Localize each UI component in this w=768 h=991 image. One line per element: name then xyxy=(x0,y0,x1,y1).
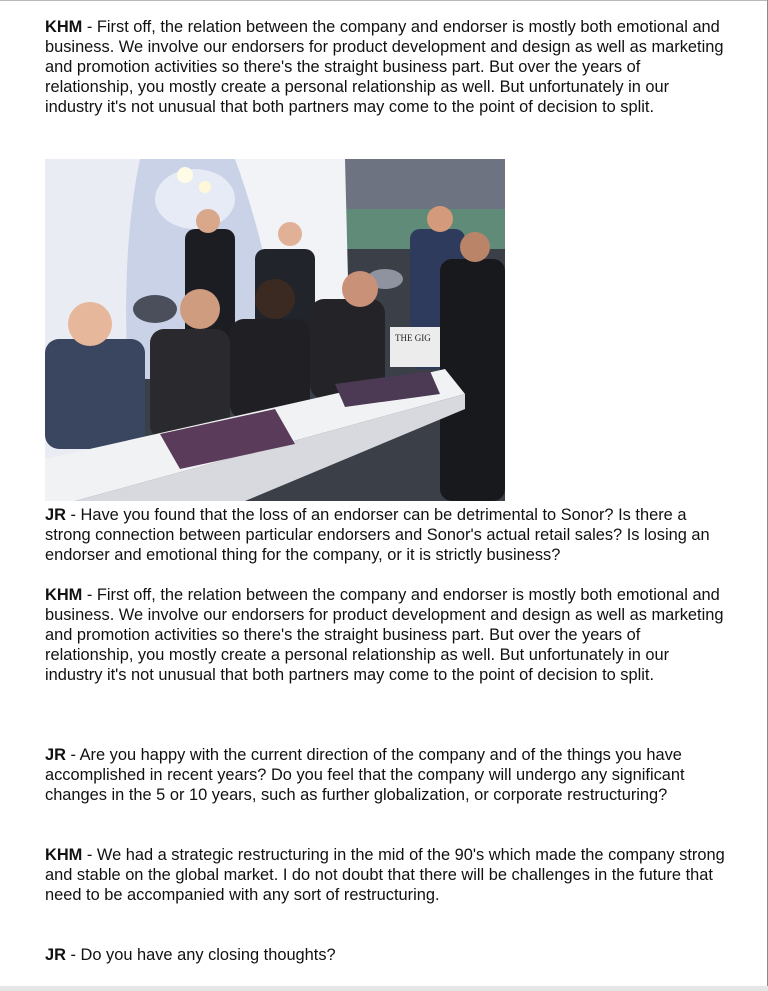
speaker-label: KHM xyxy=(45,846,83,864)
paragraph-text: - First off, the relation between the company and endorser is mostly both emotional and business. We involve our endorsers for product development and design as well as marketing and promotion activities so there's the straight business part. But over the years of relationship, you mostly create a personal relationship as well. But unfortunately in our industry it's not unusual that both partners may come to the point of decision to split. xyxy=(45,586,724,684)
paragraph-text: - Have you found that the loss of an endorser can be detrimental to Sonor? Is there a strong connection between particular endorsers and Sonor's actual retail sales? Is losing an endorser and emotional thing for the company, or it is strictly business? xyxy=(45,506,710,564)
paragraph-jr-3 xyxy=(45,945,336,965)
speaker-label: KHM xyxy=(45,586,83,604)
event-photo xyxy=(45,159,505,501)
top-border xyxy=(0,0,768,1)
speaker-label: JR xyxy=(45,746,66,764)
paragraph-text: - We had a strategic restructuring in the mid of the 90's which made the company strong and stable on the global market. I do not doubt that there will be challenges in the future that need to be accompanied with any sort of restructuring. xyxy=(45,846,725,904)
paragraph-text: - Do you have any closing thoughts? xyxy=(65,946,336,964)
speaker-label: JR xyxy=(45,946,66,964)
paragraph-khm-3 xyxy=(45,845,725,905)
paragraph-text: - Are you happy with the current direction of the company and of the things you have accomplished in recent years? Do you feel that the company will undergo any significant changes in the 5 or 10 years, such as further globalization, or corporate restructuring? xyxy=(45,746,685,804)
paragraph-jr-1 xyxy=(45,505,725,565)
speaker-label: KHM xyxy=(45,18,83,36)
paragraph-khm-2 xyxy=(45,585,725,685)
speaker-label: JR xyxy=(45,506,66,524)
paragraph-jr-2 xyxy=(45,745,725,805)
paragraph-text: - First off, the relation between the company and endorser is mostly both emotional and business. We involve our endorsers for product development and design as well as marketing and promotion activities so there's the straight business part. But over the years of relationship, you mostly create a personal relationship as well. But unfortunately in our industry it's not unusual that both partners may come to the point of decision to split. xyxy=(45,18,724,116)
bottom-border xyxy=(0,986,768,991)
paragraph-khm-1 xyxy=(45,17,725,117)
poster-text: THE GIG xyxy=(395,333,431,343)
